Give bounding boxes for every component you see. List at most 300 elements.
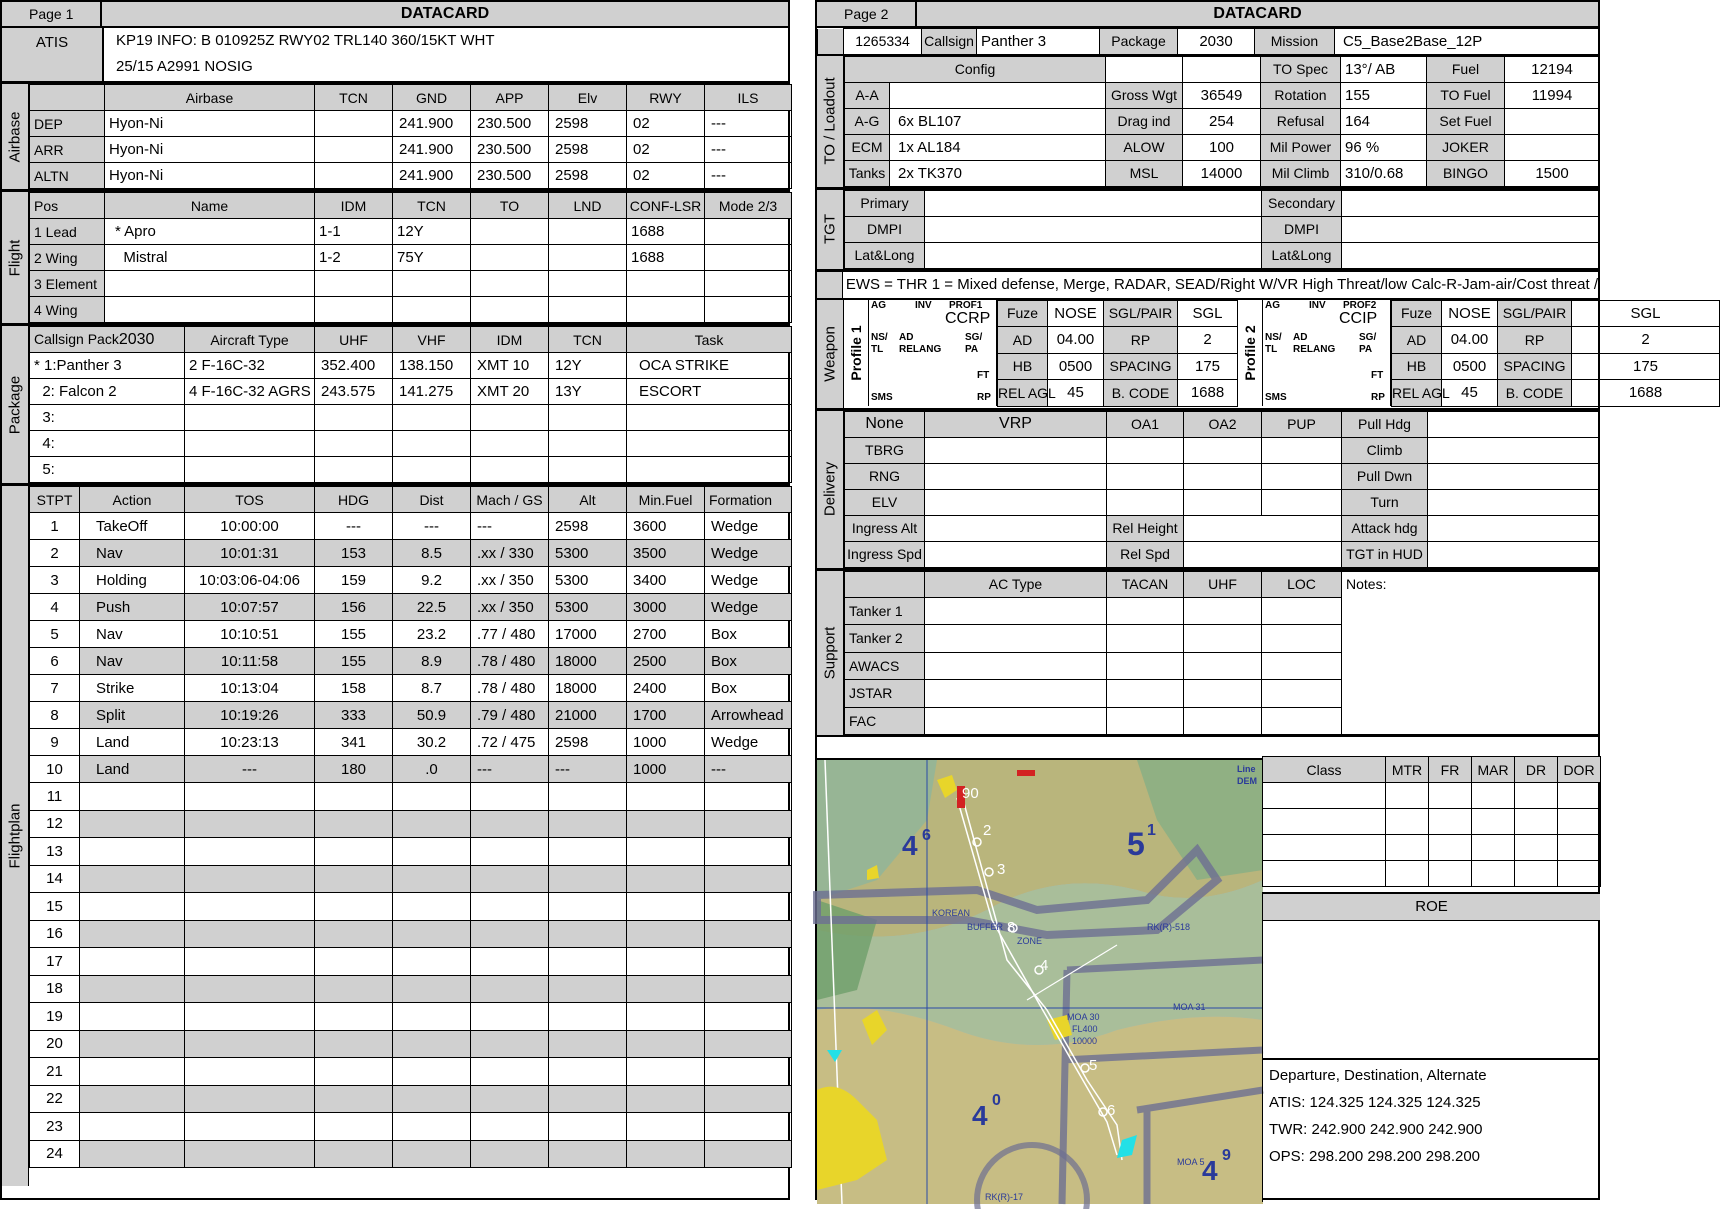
table-cell: 2 Wing: [30, 245, 105, 271]
table-cell: XMT 20: [471, 379, 549, 405]
svg-text:4: 4: [972, 1100, 988, 1131]
blank-cell: [1386, 861, 1429, 887]
table-cell: 1 Lead: [30, 219, 105, 245]
column-header: IDM: [315, 193, 393, 219]
table-cell: [80, 838, 185, 866]
column-header: VHF: [393, 327, 471, 353]
blank-cell: [1558, 809, 1601, 835]
table-cell: XMT 10: [471, 353, 549, 379]
table-cell: TakeOff: [80, 513, 185, 540]
table-cell: [315, 838, 393, 866]
table-cell: 2598: [549, 137, 627, 163]
column-header: Airbase: [105, 85, 315, 111]
blank-cell: [1107, 489, 1184, 515]
column-header: Pos: [30, 193, 105, 219]
table-cell: TBRG: [845, 437, 925, 463]
column-header: ILS: [705, 85, 792, 111]
table-cell: [471, 297, 549, 323]
table-cell: [705, 865, 792, 893]
flightplan-row: [30, 1058, 792, 1086]
delivery-row: [845, 437, 1600, 463]
blank-cell: [1184, 707, 1262, 735]
table-cell: 100: [1183, 134, 1261, 160]
table-cell: 241.900: [393, 137, 471, 163]
table-cell: [471, 810, 549, 838]
table-cell: 8.7: [393, 675, 471, 702]
flight-row: [30, 245, 792, 271]
table-cell: 1000: [627, 756, 705, 783]
weapon-profile-2: [1238, 300, 1720, 406]
svg-text:RK(R)-518: RK(R)-518: [1147, 922, 1191, 932]
mfd-label: RP: [1371, 391, 1385, 403]
table-cell: [80, 1085, 185, 1113]
table-cell: 3500: [627, 540, 705, 567]
table-cell: 3600: [627, 513, 705, 540]
package-value: 2030: [1178, 29, 1255, 55]
support-header-row: [845, 571, 1600, 597]
blank-cell: [1263, 835, 1386, 861]
svg-text:1: 1: [1147, 822, 1156, 839]
table-cell: [393, 1003, 471, 1031]
blank-cell: [925, 625, 1107, 653]
column-header: IDM: [471, 327, 549, 353]
table-cell: Box: [705, 675, 792, 702]
table-cell: Split: [80, 702, 185, 729]
table-cell: [627, 838, 705, 866]
table-cell: 4: [30, 594, 80, 621]
table-cell: A-A: [845, 82, 890, 108]
table-cell: [80, 810, 185, 838]
table-cell: [627, 1140, 705, 1168]
profile-row: [1392, 327, 1720, 354]
table-cell: ---: [705, 137, 792, 163]
flightplan-row: [30, 1003, 792, 1031]
column-header: TCN: [549, 327, 627, 353]
table-cell: [315, 975, 393, 1003]
table-cell: [627, 975, 705, 1003]
table-cell: DMPI: [845, 216, 925, 242]
flightplan-row: [30, 594, 792, 621]
notes-label: Notes:: [1342, 571, 1600, 735]
table-cell: 45: [1442, 380, 1498, 407]
table-cell: [549, 1030, 627, 1058]
table-cell: 2 F-16C-32: [185, 353, 315, 379]
flightplan-row: [30, 1140, 792, 1168]
table-cell: TGT in HUD: [1342, 541, 1428, 567]
column-header: RWY: [627, 85, 705, 111]
table-cell: 11994: [1505, 82, 1600, 108]
table-cell: [705, 1058, 792, 1086]
table-cell: 8: [30, 702, 80, 729]
table-cell: VRP: [925, 411, 1107, 437]
table-cell: 6x BL107: [890, 108, 1106, 134]
blank-cell: [1428, 463, 1600, 489]
flightplan-row: [30, 621, 792, 648]
package-section: [2, 326, 788, 486]
table-cell: 14: [30, 865, 80, 893]
profile-label: Profile 2: [1242, 324, 1258, 381]
table-cell: 36549: [1183, 82, 1261, 108]
page-title: DATACARD: [102, 2, 788, 26]
table-cell: [549, 297, 627, 323]
table-cell: ---: [471, 513, 549, 540]
table-cell: Rotation: [1261, 82, 1341, 108]
table-cell: .0: [393, 756, 471, 783]
blank-cell: [1107, 463, 1184, 489]
table-cell: ---: [315, 513, 393, 540]
table-cell: 9.2: [393, 567, 471, 594]
table-cell: [1342, 190, 1600, 216]
table-cell: 2: [30, 540, 80, 567]
table-cell: [471, 920, 549, 948]
table-cell: NOSE: [1442, 300, 1498, 327]
table-cell: [705, 1140, 792, 1168]
column-header: Dist: [393, 487, 471, 513]
blank-cell: [1262, 489, 1342, 515]
table-cell: [393, 431, 471, 457]
table-cell: 352.400: [315, 353, 393, 379]
table-cell: [549, 457, 627, 483]
table-cell: A-G: [845, 108, 890, 134]
table-cell: 5:: [30, 457, 185, 483]
airbase-section: [2, 84, 788, 192]
datacard-page-1: [0, 0, 790, 1200]
blank-cell: [1184, 625, 1262, 653]
flight-side-label: Flight: [6, 239, 24, 276]
table-cell: 159: [315, 567, 393, 594]
table-cell: Ingress Alt: [845, 515, 925, 541]
table-cell: 3000: [627, 594, 705, 621]
table-cell: [471, 975, 549, 1003]
table-cell: .78 / 480: [471, 648, 549, 675]
table-cell: ---: [185, 756, 315, 783]
table-cell: [549, 783, 627, 811]
table-cell: [1183, 56, 1261, 82]
table-cell: Fuze: [998, 300, 1048, 327]
table-cell: 230.500: [471, 163, 549, 189]
table-cell: Land: [80, 756, 185, 783]
frequency-title: Departure, Destination, Alternate: [1269, 1067, 1487, 1084]
profile-row: [1392, 300, 1720, 327]
table-cell: [549, 838, 627, 866]
svg-text:4: 4: [902, 830, 918, 861]
roe-label: ROE: [1263, 894, 1600, 921]
table-cell: Box: [705, 648, 792, 675]
delivery-row: [845, 463, 1600, 489]
table-cell: [705, 838, 792, 866]
blank-cell: [1107, 597, 1184, 625]
support-section: [817, 571, 1598, 738]
blank-cell: [1429, 783, 1472, 809]
blank-cell: [1107, 707, 1184, 735]
table-cell: [471, 271, 549, 297]
flightplan-row: [30, 513, 792, 540]
table-cell: Wedge: [705, 567, 792, 594]
table-cell: 4:: [30, 431, 185, 457]
table-cell: Turn: [1342, 489, 1428, 515]
table-cell: 12Y: [393, 219, 471, 245]
mfd-label: INV: [1309, 299, 1326, 311]
table-cell: 1500: [1505, 160, 1600, 186]
table-cell: .78 / 480: [471, 675, 549, 702]
table-cell: 12194: [1505, 56, 1600, 82]
table-cell: Hyon-Ni: [105, 111, 315, 137]
frequency-ops: OPS: 298.200 298.200 298.200: [1269, 1148, 1481, 1165]
table-cell: [185, 893, 315, 921]
table-cell: SGL: [1178, 300, 1238, 327]
table-cell: 1688: [627, 219, 705, 245]
table-cell: 8.5: [393, 540, 471, 567]
table-cell: [471, 1030, 549, 1058]
table-cell: 19: [30, 1003, 80, 1031]
table-cell: 5300: [549, 594, 627, 621]
table-cell: [80, 920, 185, 948]
table-cell: SPACING: [1498, 353, 1572, 380]
blank-cell: [925, 489, 1107, 515]
blank-cell: [925, 597, 1107, 625]
table-cell: 75Y: [393, 245, 471, 271]
delivery-table: [844, 411, 1600, 568]
table-cell: [549, 865, 627, 893]
table-cell: [471, 838, 549, 866]
table-cell: [185, 810, 315, 838]
table-cell: [393, 975, 471, 1003]
table-cell: [1342, 216, 1600, 242]
table-cell: [185, 1085, 315, 1113]
blank-cell: [1184, 515, 1342, 541]
table-cell: 0500: [1048, 353, 1104, 380]
support-side-label: Support: [821, 626, 839, 680]
table-cell: [393, 893, 471, 921]
table-cell: 175: [1572, 353, 1720, 380]
blank-cell: [1472, 809, 1515, 835]
blank-cell: [1263, 861, 1386, 887]
route-map[interactable]: [817, 758, 1263, 1202]
blank-cell: [925, 680, 1107, 708]
table-cell: [705, 245, 792, 271]
table-cell: [549, 1058, 627, 1086]
table-cell: Mil Power: [1261, 134, 1341, 160]
mfd-label: AD: [899, 331, 914, 343]
table-cell: [315, 1113, 393, 1141]
table-cell: [705, 1003, 792, 1031]
flightplan-row: [30, 702, 792, 729]
table-cell: Nav: [80, 621, 185, 648]
table-cell: [471, 1140, 549, 1168]
flightplan-row: [30, 810, 792, 838]
table-cell: [549, 271, 627, 297]
table-cell: 23: [30, 1113, 80, 1141]
blank-cell: [1472, 861, 1515, 887]
package-row: [30, 431, 792, 457]
weapon-profile-1: [844, 300, 1238, 406]
table-cell: Config: [845, 56, 1106, 82]
table-cell: 16: [30, 920, 80, 948]
svg-text:DEM: DEM: [1237, 776, 1257, 786]
table-cell: OCA STRIKE: [627, 353, 792, 379]
table-cell: 5300: [549, 567, 627, 594]
table-cell: SGL/PAIR: [1104, 300, 1178, 327]
table-cell: BINGO: [1427, 160, 1505, 186]
table-cell: [471, 1085, 549, 1113]
column-header: Class: [1263, 757, 1386, 783]
page-title-2: DATACARD: [917, 2, 1598, 26]
svg-text:ZONE: ZONE: [1017, 936, 1043, 946]
svg-text:RK(R)-17: RK(R)-17: [985, 1192, 1024, 1202]
mfd-label: NS/: [871, 331, 888, 343]
table-cell: Fuel: [1427, 56, 1505, 82]
table-cell: [627, 297, 705, 323]
airbase-table: [29, 84, 792, 189]
table-cell: 2400: [627, 675, 705, 702]
column-header: TO: [471, 193, 549, 219]
mfd-label: SG/: [1359, 331, 1377, 343]
profile-row: [998, 300, 1238, 327]
table-cell: 2: [1178, 327, 1238, 354]
frequency-atis: ATIS: 124.325 124.325 124.325: [1269, 1094, 1481, 1111]
loadout-row: [845, 56, 1600, 82]
column-header: Task: [627, 327, 792, 353]
table-cell: [393, 1058, 471, 1086]
table-cell: [549, 405, 627, 431]
table-cell: 5: [30, 621, 80, 648]
table-cell: [80, 1058, 185, 1086]
table-cell: 156: [315, 594, 393, 621]
table-cell: 10:19:26: [185, 702, 315, 729]
mfd-label: CCRP: [945, 309, 991, 327]
table-cell: REL AGL: [1392, 380, 1442, 407]
table-cell: Refusal: [1261, 108, 1341, 134]
table-cell: SPACING: [1104, 353, 1178, 380]
svg-text:MOA 30: MOA 30: [1067, 1012, 1100, 1022]
table-cell: Attack hdg: [1342, 515, 1428, 541]
delivery-side-label: Delivery: [821, 461, 839, 517]
table-cell: 21000: [549, 702, 627, 729]
atis-text: [104, 28, 788, 81]
table-cell: Hyon-Ni: [105, 163, 315, 189]
table-cell: [315, 1140, 393, 1168]
table-cell: 1688: [1178, 380, 1238, 407]
callsign-label: Callsign: [922, 29, 977, 55]
tgt-row: [845, 216, 1600, 242]
table-cell: Primary: [845, 190, 925, 216]
table-cell: [549, 245, 627, 271]
table-cell: Push: [80, 594, 185, 621]
svg-text:MOA 31: MOA 31: [1173, 1002, 1206, 1012]
mfd-label: RELANG: [899, 343, 942, 355]
table-cell: [627, 783, 705, 811]
table-cell: [185, 1030, 315, 1058]
table-cell: 10:13:04: [185, 675, 315, 702]
table-cell: [315, 431, 393, 457]
table-cell: [627, 948, 705, 976]
svg-text:MOA 5: MOA 5: [1177, 1157, 1205, 1167]
table-cell: 10:03:06-04:06: [185, 567, 315, 594]
table-cell: [185, 1058, 315, 1086]
table-cell: [705, 920, 792, 948]
blank-cell: [925, 463, 1107, 489]
package-table: [29, 326, 792, 483]
table-cell: [627, 457, 792, 483]
blank-cell: [1558, 835, 1601, 861]
table-cell: [315, 405, 393, 431]
table-cell: 50.9: [393, 702, 471, 729]
package-callsign-header: Callsign Pack2030: [30, 327, 185, 353]
table-cell: [471, 865, 549, 893]
table-cell: 3:: [30, 405, 185, 431]
blank-cell: [1262, 625, 1342, 653]
table-cell: ELV: [845, 489, 925, 515]
mission-header-table: [817, 28, 1599, 56]
table-cell: 2598: [549, 513, 627, 540]
table-cell: Climb: [1342, 437, 1428, 463]
table-cell: [1505, 134, 1600, 160]
table-cell: Wedge: [705, 540, 792, 567]
table-cell: [80, 1140, 185, 1168]
table-cell: 1688: [627, 245, 705, 271]
table-cell: 153: [315, 540, 393, 567]
table-cell: Pull Dwn: [1342, 463, 1428, 489]
flightplan-row: [30, 1113, 792, 1141]
table-cell: REL AGL: [998, 380, 1048, 407]
table-cell: [471, 1003, 549, 1031]
blank-cell: [1515, 809, 1558, 835]
table-cell: Box: [705, 621, 792, 648]
profile-label: Profile 1: [848, 324, 864, 381]
table-cell: Strike: [80, 675, 185, 702]
blank-cell: [1428, 411, 1600, 437]
table-cell: [393, 457, 471, 483]
table-cell: [185, 865, 315, 893]
blank-cell: [1184, 489, 1262, 515]
column-header: HDG: [315, 487, 393, 513]
column-header: LND: [549, 193, 627, 219]
table-cell: .72 / 475: [471, 729, 549, 756]
table-cell: 2598: [549, 111, 627, 137]
table-cell: ---: [549, 756, 627, 783]
ews-text: EWS = THR 1 = Mixed defense, Merge, RADAR, SEAD/Right W/VR High Threat/low Calc-R-Jam-air/Cost threat /: [845, 275, 1598, 293]
table-cell: [925, 242, 1262, 268]
table-cell: 13: [30, 838, 80, 866]
table-cell: Drag ind: [1106, 108, 1183, 134]
table-cell: [80, 975, 185, 1003]
table-cell: 3 Element: [30, 271, 105, 297]
table-cell: 158: [315, 675, 393, 702]
blank-cell: [1429, 809, 1472, 835]
flight-section: [2, 192, 788, 326]
datacard-page-2: [815, 0, 1663, 1202]
table-cell: TO Fuel: [1427, 82, 1505, 108]
support-table: [844, 571, 1600, 736]
table-cell: [471, 948, 549, 976]
table-cell: Mil Climb: [1261, 160, 1341, 186]
table-cell: 254: [1183, 108, 1261, 134]
mfd-label: FT: [1371, 369, 1384, 381]
table-cell: [185, 920, 315, 948]
table-cell: [315, 111, 393, 137]
blank-cell: [1184, 652, 1262, 680]
mfd-page-preview: [869, 300, 997, 406]
blank-cell: [1429, 861, 1472, 887]
airbase-row: [30, 137, 792, 163]
flight-row: [30, 271, 792, 297]
table-cell: [185, 948, 315, 976]
table-cell: 310/0.68: [1341, 160, 1427, 186]
package-row: [30, 353, 792, 379]
column-header: UHF: [315, 327, 393, 353]
aircraft-id: 1265334: [844, 29, 922, 55]
blank-cell: [1386, 783, 1429, 809]
